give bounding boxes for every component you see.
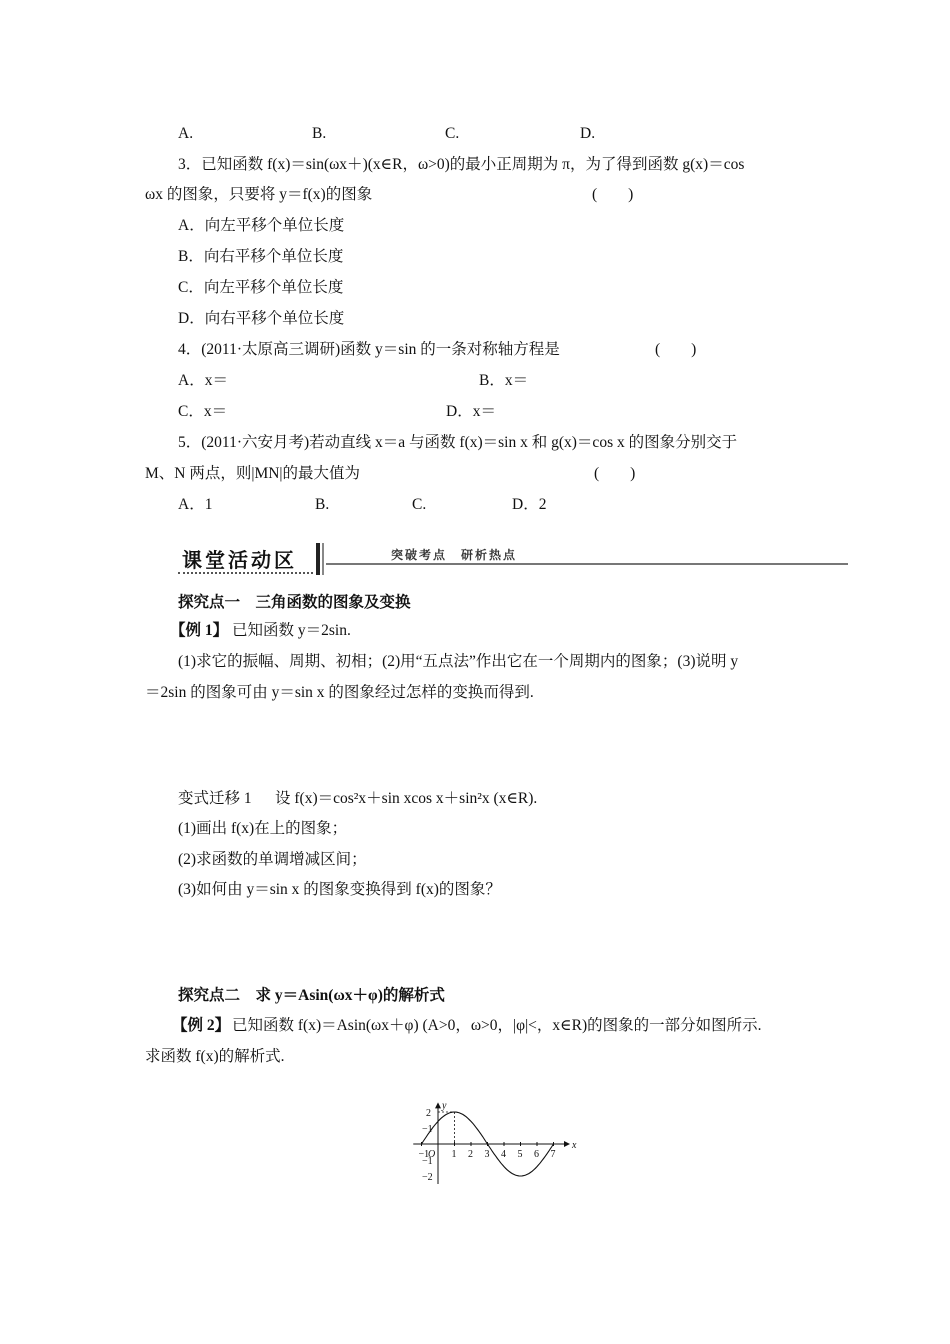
example1-line2: (1)求它的振幅、周期、初相；(2)用“五点法”作出它在一个周期内的图象；(3)说明 y: [178, 653, 739, 670]
q3-option-b: B．向右平移个单位长度: [178, 248, 344, 265]
section-title-underline: [178, 572, 313, 574]
q3-option-d: D．向右平移个单位长度: [178, 310, 345, 327]
q2-option-a: A.: [178, 125, 194, 142]
q4-answer-paren: ( ): [655, 341, 697, 358]
example1-text: 已知函数 y＝2sin.: [232, 622, 351, 639]
y-tick-label: −2: [422, 1172, 433, 1183]
q4-option-c: C．x＝: [178, 403, 228, 420]
topic1-title: 探究点一 三角函数的图象及变换: [178, 594, 411, 611]
example2-line2: 求函数 f(x)的解析式.: [145, 1048, 285, 1065]
example1-line3: ＝2sin 的图象可由 y＝sin x 的图象经过怎样的变换而得到.: [145, 684, 534, 701]
x-tick-label: 7: [550, 1149, 556, 1160]
q5-stem-line1: 5．(2011·六安月考)若动直线 x＝a 与函数 f(x)＝sin x 和 g(x)＝cos x 的图象分别交于: [178, 434, 738, 451]
x-axis-arrow: [564, 1141, 570, 1147]
x-tick-label: 1: [451, 1149, 457, 1160]
y-tick-label: 2: [426, 1108, 431, 1119]
variant1-title: 变式迁移 1: [178, 790, 252, 807]
q2-option-d: D.: [580, 125, 596, 142]
origin-label: O: [428, 1149, 436, 1160]
section-title: 课堂活动区: [182, 548, 297, 572]
example2-label: 【例 2】: [172, 1017, 231, 1034]
sine-function-graph: [400, 1075, 585, 1190]
q3-option-c: C．向左平移个单位长度: [178, 279, 344, 296]
x-tick-label: 3: [484, 1149, 490, 1160]
variant1-item-2: (2)求函数的单调增减区间；: [178, 851, 367, 868]
example1-label: 【例 1】: [170, 622, 229, 639]
q5-option-a: A．1: [178, 496, 213, 513]
variant1-text: 设 f(x)＝cos²x＋sin xcos x＋sin²x (x∈R).: [275, 790, 538, 807]
x-tick-label: −1: [418, 1149, 430, 1160]
y-tick-label: −1: [422, 1124, 433, 1135]
q3-stem-line1: 3．已知函数 f(x)＝sin(ωx＋)(x∈R，ω>0)的最小正周期为 π，为了得到函数 g(x)＝cos: [178, 156, 745, 173]
y-axis-label: y: [442, 1100, 447, 1112]
q3-stem-line2: ωx 的图象，只要将 y＝f(x)的图象: [145, 186, 373, 203]
q2-option-b: B.: [312, 125, 327, 142]
section-subtitle: 突破考点 研析热点: [391, 548, 518, 562]
q4-option-d: D．x＝: [446, 403, 496, 420]
q4-stem: 4．(2011·太原高三调研)函数 y＝sin 的一条对称轴方程是: [178, 341, 560, 358]
q4-option-a: A．x＝: [178, 372, 228, 389]
q2-option-c: C.: [445, 125, 460, 142]
example2-text: 已知函数 f(x)＝Asin(ωx＋φ) (A>0，ω>0，|φ|<，x∈R)的图象的一部分如图所示.: [232, 1017, 762, 1034]
x-tick-label: 6: [534, 1149, 539, 1160]
variant1-item-1: (1)画出 f(x)在上的图象；: [178, 820, 348, 837]
section-divider-bar: [316, 543, 320, 575]
section-divider-bar-thin: [322, 543, 324, 575]
x-tick-label: 5: [517, 1149, 523, 1160]
topic2-title: 探究点二 求 y＝Asin(ωx＋φ)的解析式: [178, 987, 445, 1004]
x-tick-label: 2: [468, 1149, 473, 1160]
y-tick-label: −1: [422, 1156, 433, 1167]
y-axis-arrow: [435, 1102, 441, 1108]
q5-option-d: D．2: [512, 496, 547, 513]
q4-option-b: B．x＝: [479, 372, 529, 389]
variant1-item-3: (3)如何由 y＝sin x 的图象变换得到 f(x)的图象？: [178, 881, 501, 898]
x-tick-label: 4: [501, 1149, 506, 1160]
q3-answer-paren: ( ): [592, 186, 634, 203]
x-axis-label: x: [572, 1140, 577, 1151]
q5-option-c: C.: [412, 496, 427, 513]
q3-option-a: A．向左平移个单位长度: [178, 217, 345, 234]
q5-option-b: B.: [315, 496, 330, 513]
q5-stem-line2: M、N 两点，则|MN|的最大值为: [145, 465, 361, 482]
section-header: [178, 541, 848, 581]
q5-answer-paren: ( ): [594, 465, 636, 482]
section-rule: [326, 563, 848, 565]
